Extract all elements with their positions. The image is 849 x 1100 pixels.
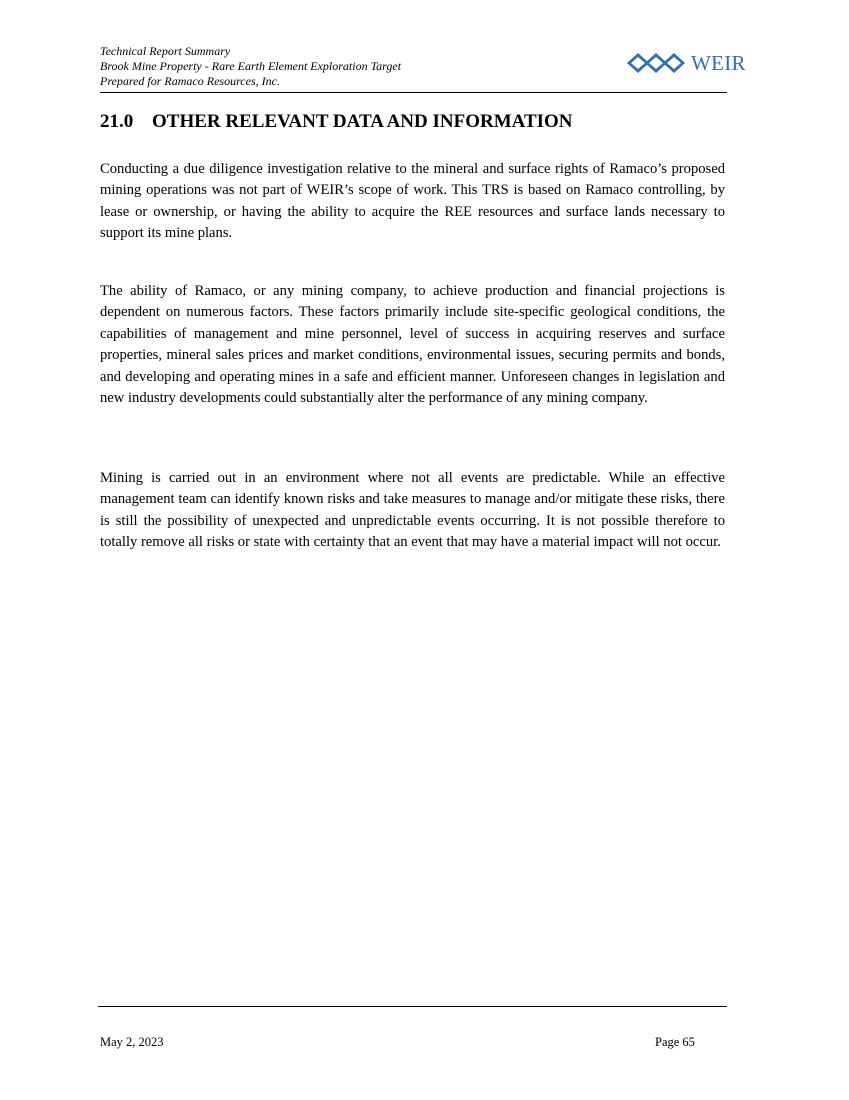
paragraph-mining-risks: Mining is carried out in an environment where not all events are predictable. While an effective management team can identify known risks and take measures to manage and/or mitigate these risks, there is still the possibility of unexpected and unpredictable events occurring. It is not possible therefore to totally remove all risks or state with certainty that an event that may have a material impact will not occur. [100,470,725,551]
footer-page-number: Page 65 [655,1035,695,1049]
section-number: 21.0 [100,111,134,132]
footer-date: May 2, 2023 [100,1035,164,1049]
section-title-text: OTHER RELEVANT DATA AND INFORMATION [152,111,573,132]
diamond-chevrons-icon [627,49,689,77]
logo-wordmark: WEIR [691,51,746,75]
header-property-name: Brook Mine Property - Rare Earth Element Exploration Target [100,59,402,73]
header-divider [100,92,727,93]
header-report-type: Technical Report Summary [100,44,231,58]
weir-logo [627,49,746,77]
paragraph-due-diligence: Conducting a due diligence investigation relative to the mineral and surface rights of Ramaco’s proposed mining operations was not part of WEIR’s scope of work. This TRS is based on Ramaco controlling, by lease or ownership, or having the ability to acquire the REE resources and surface lands necessary to support its mine plans. [100,161,725,242]
footer-divider [98,1006,727,1007]
section-heading [100,111,573,133]
header-prepared-for: Prepared for Ramaco Resources, Inc. [100,74,280,88]
header-text-block [100,44,401,89]
paragraph-production-factors: The ability of Ramaco, or any mining company, to achieve production and financial projections is dependent on numerous factors. These factors primarily include site-specific geological conditions, the capabilities of management and mine personnel, level of success in acquiring reserves and surface properties, mineral sales prices and market conditions, environmental issues, securing permits and bonds, and developing and operating mines in a safe and efficient manner. Unforeseen changes in legislation and new industry developments could substantially alter the performance of any mining company. [100,283,725,407]
